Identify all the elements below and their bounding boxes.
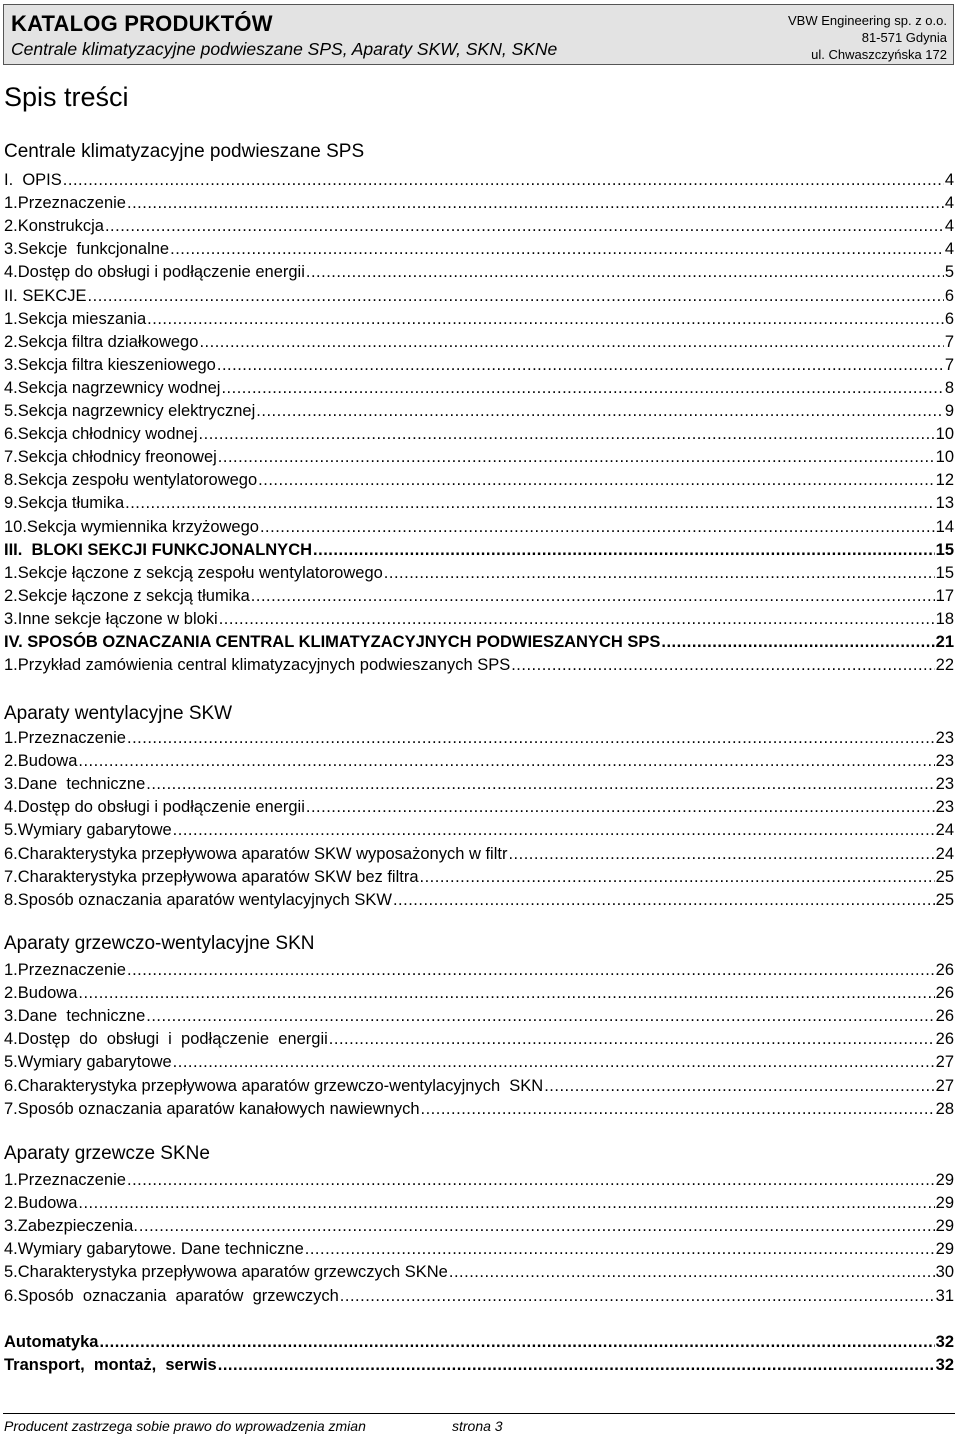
dot-leader [251, 585, 935, 608]
toc-entry-page: 12 [935, 471, 954, 490]
toc-entry-label: 4.Dostęp do obsługi i podłączenie energii [4, 263, 305, 282]
toc-entry-page: 22 [935, 656, 954, 675]
toc-entry-label: 3.Dane techniczne [4, 1007, 146, 1026]
toc-entry[interactable] [4, 308, 954, 331]
toc-entry-label: 10.Sekcja wymiennika krzyżowego [4, 517, 259, 536]
toc-entry-page: 26 [935, 961, 954, 979]
toc-entry[interactable] [4, 285, 954, 308]
toc-entry[interactable] [4, 727, 954, 750]
dot-leader [420, 866, 935, 889]
toc-entry[interactable] [4, 1051, 954, 1074]
dot-leader [127, 1169, 935, 1192]
dot-leader [125, 492, 935, 515]
toc-entry-page: 6 [944, 286, 954, 305]
dot-leader [340, 1285, 935, 1308]
toc-entry-label: Transport, montaż, serwis [4, 1356, 217, 1375]
dot-leader [173, 1051, 935, 1074]
toc-entry-page: 10 [935, 448, 954, 467]
toc-entry-label: 1.Sekcje łączone z sekcją zespołu wentylatorowego [4, 563, 383, 582]
dot-leader [306, 261, 944, 284]
toc-entry[interactable] [4, 261, 954, 284]
toc-entry-page: 27 [935, 1076, 954, 1095]
toc-entry[interactable] [4, 1238, 954, 1261]
toc-entry-label: 6.Sekcja chłodnicy wodnej [4, 425, 198, 444]
toc-entry-label: 2.Sekcja filtra działkowego [4, 332, 199, 351]
dot-leader [661, 631, 934, 654]
toc-entry-page: 15 [935, 563, 954, 582]
dot-leader [329, 1028, 935, 1051]
toc-entry-label: III. BLOKI SEKCJI FUNKCJONALNYCH [4, 540, 313, 559]
toc-entry[interactable] [4, 331, 954, 354]
toc-entry-page: 10 [935, 425, 954, 444]
toc-entry[interactable] [4, 1261, 954, 1284]
toc-entry-page: 25 [935, 867, 954, 886]
dot-leader [78, 1192, 934, 1215]
toc-entry[interactable] [4, 354, 954, 377]
toc-entry-label: 6.Charakterystyka przepływowa aparatów grzewczo-wentylacyjnych SKN [4, 1076, 544, 1095]
toc-entry-label: 5.Wymiary gabarytowe [4, 1053, 172, 1072]
toc-entry-label: 5.Wymiary gabarytowe [4, 821, 172, 840]
dot-leader [544, 1075, 934, 1098]
dot-leader [78, 750, 934, 773]
dot-leader [218, 446, 935, 469]
dot-leader [139, 1215, 935, 1238]
toc-entry[interactable] [4, 1354, 954, 1377]
toc-entry-page: 24 [935, 844, 954, 863]
toc-entry-label: 3.Sekcja filtra kieszeniowego [4, 355, 216, 374]
toc-entry-label: 8.Sposób oznaczania aparatów wentylacyjnych SKW [4, 890, 392, 909]
toc-entry-page: 6 [944, 309, 954, 328]
toc-heading: Spis treści [4, 82, 129, 112]
toc-entry[interactable] [4, 539, 954, 562]
dot-leader [199, 423, 935, 446]
toc-entry-page: 23 [935, 798, 954, 817]
toc-entry-label: 1.Przeznaczenie [4, 961, 126, 979]
toc-entry[interactable] [4, 1192, 954, 1215]
dot-leader [146, 1005, 934, 1028]
toc-entry-page: 14 [935, 517, 954, 536]
toc-entry[interactable] [4, 516, 954, 539]
toc-entry[interactable] [4, 1169, 954, 1192]
toc-entry-label: 4.Wymiary gabarytowe. Dane techniczne [4, 1240, 304, 1259]
toc-entry-label: 4.Dostęp do obsługi i podłączenie energii [4, 1030, 328, 1049]
toc-entry[interactable] [4, 982, 954, 1005]
dot-leader [258, 469, 934, 492]
dot-leader [305, 1238, 935, 1261]
toc-entry[interactable] [4, 377, 954, 400]
dot-leader [221, 377, 943, 400]
dot-leader [170, 238, 944, 261]
toc-entry-label: 1.Sekcja mieszania [4, 309, 147, 328]
company-street: ul. Chwaszczyńska 172 [811, 47, 947, 62]
toc-entry-page: 29 [935, 1194, 954, 1213]
toc-entry[interactable] [4, 819, 954, 842]
toc-entry-page: 31 [935, 1286, 954, 1305]
toc-entry-page: 8 [944, 378, 954, 397]
toc-entry-label: 3.Dane techniczne [4, 775, 146, 794]
toc-entry-page: 18 [935, 609, 954, 628]
dot-leader [313, 539, 935, 562]
toc-entry-page: 5 [944, 263, 954, 282]
toc-entry[interactable] [4, 654, 954, 677]
section-title: Aparaty grzewczo-wentylacyjne SKN [4, 933, 315, 954]
footer-divider [3, 1413, 955, 1414]
toc-entry-page: 28 [935, 1099, 954, 1118]
toc-entry[interactable] [4, 889, 954, 912]
toc-entry[interactable] [4, 866, 954, 889]
toc-entry-label: 1.Przeznaczenie [4, 194, 126, 213]
toc-entry-label: 7.Sekcja chłodnicy freonowej [4, 448, 217, 467]
toc-entry-label: 1.Przeznaczenie [4, 729, 126, 747]
dot-leader [88, 285, 944, 308]
dot-leader [173, 819, 935, 842]
toc-entry-page: 4 [944, 194, 954, 213]
toc-entry[interactable] [4, 750, 954, 773]
toc-entry-page: 7 [944, 355, 954, 374]
dot-leader [393, 889, 935, 912]
toc-entry-page: 26 [935, 984, 954, 1003]
dot-leader [127, 192, 944, 215]
section-title: Centrale klimatyzacyjne podwieszane SPS [4, 141, 365, 162]
toc-entry-page: 32 [935, 1333, 954, 1351]
toc-entry-label: 2.Budowa [4, 752, 78, 771]
toc-entry-label: IV. SPOSÓB OZNACZANIA CENTRAL KLIMATYZACYJNYCH PODWIESZANYCH SPS [4, 633, 661, 651]
catalog-title: KATALOG PRODUKTÓW [11, 11, 273, 36]
toc-entry-page: 17 [935, 586, 954, 605]
dot-leader [147, 308, 944, 331]
toc-entry-label: I. OPIS [4, 171, 62, 189]
toc-entry[interactable] [4, 562, 954, 585]
toc-entry[interactable] [4, 400, 954, 423]
company-city: 81-571 Gdynia [861, 30, 947, 45]
toc-entry-page: 4 [944, 171, 954, 189]
toc-entry-page: 23 [935, 752, 954, 771]
toc-entry-label: 3.Zabezpieczenia. [4, 1217, 138, 1236]
toc-entry[interactable] [4, 1005, 954, 1028]
dot-leader [199, 331, 943, 354]
toc-entry[interactable] [4, 169, 954, 192]
toc-entry-page: 13 [935, 494, 954, 513]
toc-entry[interactable] [4, 1215, 954, 1238]
dot-leader [127, 727, 935, 750]
toc-entry-label: 3.Inne sekcje łączone w bloki [4, 609, 218, 628]
toc-entry-page: 29 [935, 1217, 954, 1236]
toc-entry-page: 26 [935, 1030, 954, 1049]
toc-entry[interactable] [4, 1075, 954, 1098]
toc-entry-page: 23 [935, 775, 954, 794]
toc-entry[interactable] [4, 631, 954, 654]
toc-entry[interactable] [4, 959, 954, 982]
toc-entry-page: 29 [935, 1171, 954, 1189]
section-title: Aparaty grzewcze SKNe [4, 1143, 210, 1164]
dot-leader [219, 608, 935, 631]
toc-entry-label: 1.Przeznaczenie [4, 1171, 126, 1189]
toc-entry-page: 24 [935, 821, 954, 840]
toc-entry[interactable] [4, 469, 954, 492]
toc-entry-page: 29 [935, 1240, 954, 1259]
toc-entry-page: 26 [935, 1007, 954, 1026]
toc-entry[interactable] [4, 238, 954, 261]
dot-leader [105, 215, 944, 238]
dot-leader [127, 959, 935, 982]
toc-entry-page: 21 [935, 633, 954, 651]
dot-leader [260, 516, 935, 539]
toc-entry[interactable] [4, 446, 954, 469]
catalog-header [3, 4, 954, 65]
toc-entry-label: 2.Budowa [4, 1194, 78, 1213]
dot-leader [78, 982, 934, 1005]
toc-entry-page: 25 [935, 890, 954, 909]
dot-leader [63, 169, 944, 192]
toc-entry[interactable] [4, 1285, 954, 1308]
dot-leader [384, 562, 935, 585]
toc-entry-label: 3.Sekcje funkcjonalne [4, 240, 170, 259]
toc-entry[interactable] [4, 1028, 954, 1051]
toc-entry-page: 30 [935, 1263, 954, 1282]
dot-leader [99, 1331, 934, 1354]
toc-entry-page: 9 [944, 402, 954, 420]
toc-entry-page: 4 [944, 217, 954, 236]
toc-entry-label: 5.Charakterystyka przepływowa aparatów grzewczych SKNe [4, 1263, 448, 1282]
toc-entry-label: 2.Konstrukcja [4, 217, 104, 236]
toc-entry-label: 2.Budowa [4, 984, 78, 1003]
dot-leader [256, 400, 944, 423]
dot-leader [306, 796, 935, 819]
toc-entry-page: 7 [944, 332, 954, 351]
toc-entry-page: 15 [935, 540, 954, 559]
toc-entry[interactable] [4, 796, 954, 819]
toc-entry[interactable] [4, 608, 954, 631]
toc-entry-label: II. SEKCJE [4, 286, 87, 305]
toc-entry-label: 1.Przykład zamówienia central klimatyzacyjnych podwieszanych SPS [4, 656, 511, 675]
dot-leader [449, 1261, 935, 1284]
toc-entry-label: 6.Sposób oznaczania aparatów grzewczych [4, 1286, 339, 1305]
dot-leader [217, 354, 944, 377]
dot-leader [511, 654, 934, 677]
dot-leader [146, 773, 934, 796]
toc-entry-page: 4 [944, 240, 954, 259]
toc-entry[interactable] [4, 585, 954, 608]
toc-entry-label: 4.Dostęp do obsługi i podłączenie energii [4, 798, 305, 817]
toc-entry[interactable] [4, 192, 954, 215]
toc-entry-label: 6.Charakterystyka przepływowa aparatów SKW wyposażonych w filtr [4, 844, 508, 863]
catalog-subtitle: Centrale klimatyzacyjne podwieszane SPS, Aparaty SKW, SKN, SKNe [11, 39, 558, 59]
toc-entry[interactable] [4, 492, 954, 515]
toc-entry[interactable] [4, 1331, 954, 1354]
toc-entry[interactable] [4, 423, 954, 446]
toc-entry[interactable] [4, 1098, 954, 1121]
toc-entry-page: 23 [935, 729, 954, 747]
toc-entry-label: 7.Charakterystyka przepływowa aparatów SKW bez filtra [4, 867, 419, 886]
toc-entry[interactable] [4, 843, 954, 866]
dot-leader [421, 1098, 935, 1121]
toc-entry-label: 9.Sekcja tłumika [4, 494, 125, 513]
toc-entry-label: 8.Sekcja zespołu wentylatorowego [4, 471, 258, 490]
footer-page-number: strona 3 [452, 1418, 503, 1434]
toc-entry-label: 5.Sekcja nagrzewnicy elektrycznej [4, 402, 256, 420]
toc-entry-label: 7.Sposób oznaczania aparatów kanałowych nawiewnych [4, 1099, 420, 1118]
toc-entry-page: 32 [935, 1356, 954, 1375]
toc-entry[interactable] [4, 773, 954, 796]
section-title: Aparaty wentylacyjne SKW [4, 703, 233, 724]
toc-entry-label: 2.Sekcje łączone z sekcją tłumika [4, 586, 250, 605]
toc-entry[interactable] [4, 215, 954, 238]
footer-disclaimer: Producent zastrzega sobie prawo do wprowadzenia zmian [4, 1418, 366, 1434]
dot-leader [218, 1354, 935, 1377]
toc-entry-page: 27 [935, 1053, 954, 1072]
toc-entry-label: 4.Sekcja nagrzewnicy wodnej [4, 378, 221, 397]
dot-leader [508, 843, 934, 866]
toc-entry-label: Automatyka [4, 1333, 99, 1351]
company-name: VBW Engineering sp. z o.o. [788, 13, 947, 28]
